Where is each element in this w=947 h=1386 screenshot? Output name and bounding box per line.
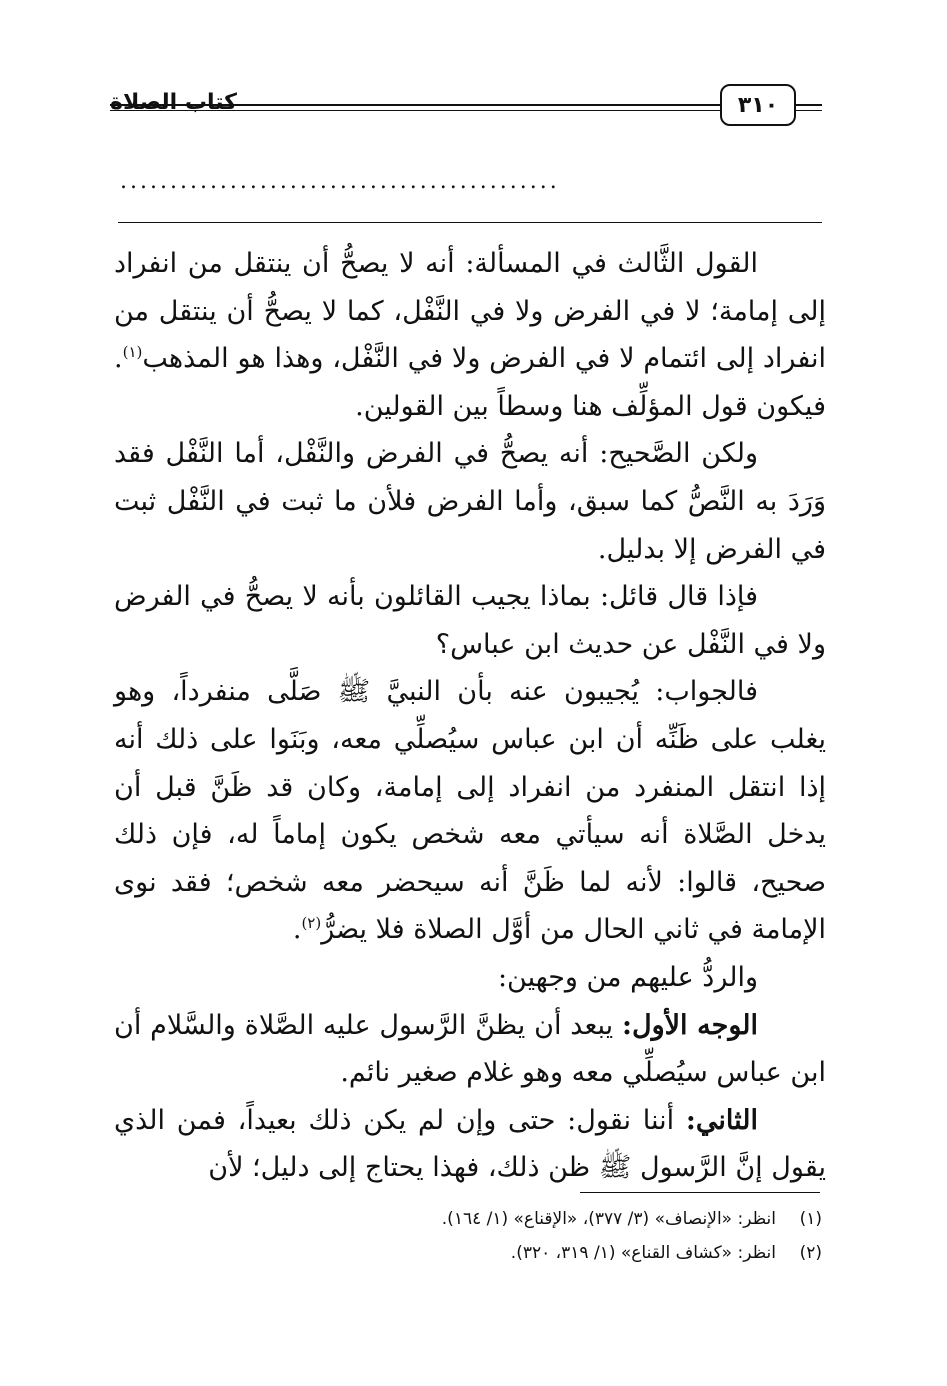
paragraph	[114, 668, 826, 954]
paragraph-text: ولكن الصَّحيح: أنه يصحُّ في الفرض والنَّفْل، أما النَّفْل فقد وَرَدَ به النَّصُّ كما سبق، وأما الفرض فلأن ما ثبت في النَّفْل ثبت في الفرض إلا بدليل.	[114, 438, 826, 565]
footnote-text: انظر: «كشاف القناع» (١/ ٣١٩، ٣٢٠).	[510, 1243, 776, 1263]
header-rule-right-top	[796, 104, 822, 106]
footnote	[300, 1202, 822, 1236]
paragraph	[114, 954, 826, 1002]
paragraph-text: فإذا قال قائل: بماذا يجيب القائلون بأنه لا يصحُّ في الفرض ولا في النَّفْل عن حديث ابن عباس؟	[114, 581, 826, 660]
header-rule-top	[110, 104, 720, 106]
dotted-separator: ............................................	[120, 170, 560, 194]
header-rule-right-bottom	[796, 110, 822, 111]
footnote-ref: (٢)	[301, 914, 322, 933]
paragraph	[114, 1002, 826, 1097]
footnote	[300, 1236, 822, 1270]
paragraph	[114, 1097, 826, 1192]
paragraph	[114, 240, 826, 430]
paragraph-text: والردُّ عليهم من وجهين:	[497, 961, 758, 993]
page-header	[110, 84, 822, 132]
paragraph	[114, 573, 826, 668]
footnote-number: (٢)	[799, 1243, 822, 1263]
main-text	[114, 240, 826, 1192]
paragraph-text: يبعد أن يظنَّ الرَّسول عليه الصَّلاة والسَّلام أن ابن عباس سيُصلِّي معه وهو غلام صغير نائم.	[114, 1009, 826, 1089]
paragraph-text: القول الثَّالث في المسألة: أنه لا يصحُّ أن ينتقل من انفراد إلى إمامة؛ لا في الفرض ولا في النَّفْل، كما لا يصحُّ أن ينتقل من انفراد إلى ائتمام لا في الفرض ولا في النَّفْل، وهذا هو المذهب	[114, 248, 826, 375]
paragraph-text: .	[292, 914, 302, 946]
paragraph-text: . فيكون قول المؤلِّف هنا وسطاً بين القولين.	[114, 343, 826, 422]
paragraph	[114, 430, 826, 573]
section-lead: الثاني:	[685, 1104, 758, 1136]
book-title: كتاب الصلاة	[110, 90, 237, 115]
page-number: ٣١٠	[737, 92, 779, 118]
footnotes	[300, 1202, 822, 1270]
section-lead: الوجه الأول:	[621, 1009, 759, 1041]
footnote-text: انظر: «الإنصاف» (٣/ ٣٧٧)، «الإقناع» (١/ ١٦٤).	[441, 1209, 776, 1229]
page-number-badge	[720, 84, 796, 126]
footnote-ref: (١)	[122, 343, 143, 362]
footnote-rule	[580, 1192, 820, 1193]
footnote-number: (١)	[799, 1209, 822, 1229]
paragraph-text: فالجواب: يُجيبون عنه بأن النبيَّ ﷺ صَلَّى منفرداً، وهو يغلب على ظَنِّه أن ابن عباس سيُصلِّي معه، وبَنَوا على ذلك أنه إذا انتقل المنفرد من انفراد إلى إمامة، وكان قد ظَنَّ قبل أن يدخل الصَّلاة أنه سيأتي معه شخص يكون إماماً له، فإن ذلك صحيح، قالوا: لأنه لما ظَنَّ أنه سيحضر معه شخص؛ فقد نوى الإمامة في ثاني الحال من أوَّل الصلاة فلا يضرُّ	[114, 676, 826, 946]
text-top-rule	[118, 222, 822, 223]
paragraph-text: أننا نقول: حتى وإن لم يكن ذلك بعيداً، فمن الذي يقول إنَّ الرَّسول ﷺ ظن ذلك، فهذا يحتاج إلى دليل؛ لأن	[114, 1104, 826, 1184]
header-rule-bottom	[110, 110, 720, 111]
